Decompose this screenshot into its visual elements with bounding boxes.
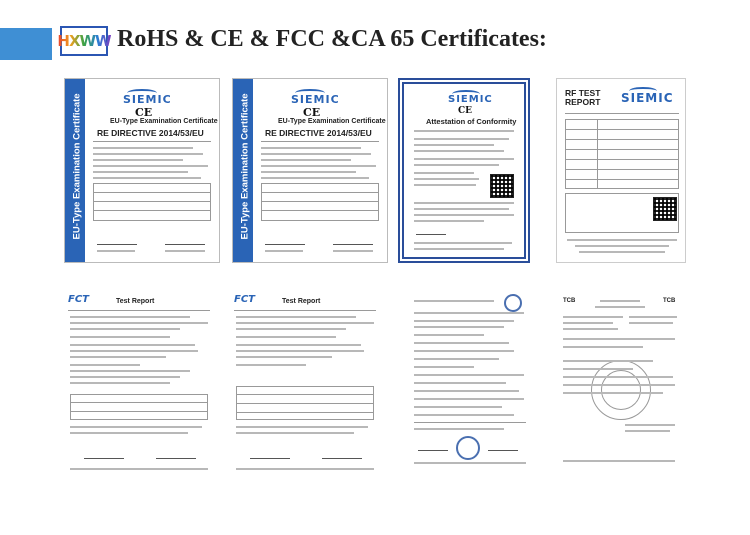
text-line [625, 424, 675, 426]
table-rule [565, 179, 679, 180]
rule [93, 141, 211, 142]
signature-line [265, 244, 305, 245]
text-line [414, 158, 514, 160]
side-banner-text: EU-Type Examination Certificate [71, 93, 83, 240]
rule [261, 141, 379, 142]
text-line [70, 344, 195, 346]
signature-line [84, 458, 124, 459]
text-line [414, 428, 504, 430]
table-rule [93, 210, 211, 211]
text-line [236, 356, 332, 358]
certificate-technical-report[interactable] [408, 290, 532, 475]
rule [414, 422, 526, 423]
siemic-logo: SIEMIC [448, 94, 493, 105]
text-line [333, 250, 373, 252]
text-line [414, 184, 476, 186]
text-line [579, 251, 665, 253]
text-line [70, 336, 170, 338]
text-line [414, 342, 509, 344]
text-line [563, 338, 675, 340]
text-line [629, 322, 673, 324]
doc-title: Attestation of Conformity [426, 117, 517, 126]
text-line [414, 130, 514, 132]
text-line [70, 328, 180, 330]
text-line [236, 426, 368, 428]
doc-title-line1: RF TEST [565, 88, 601, 98]
siemic-logo: SIEMIC [621, 91, 674, 105]
text-line [414, 172, 474, 174]
side-banner [233, 79, 253, 262]
text-line [70, 350, 198, 352]
text-line [236, 364, 306, 366]
text-line [97, 250, 135, 252]
table-rule [93, 192, 211, 193]
text-line [236, 344, 361, 346]
text-line [414, 164, 499, 166]
text-line [165, 250, 205, 252]
doc-title: EU-Type Examination Certificate [278, 118, 386, 125]
table-rule [236, 412, 374, 413]
text-line [236, 322, 374, 324]
text-line [414, 220, 484, 222]
text-line [414, 406, 502, 408]
text-line [414, 374, 524, 376]
text-line [93, 147, 193, 149]
text-line [414, 414, 514, 416]
doc-title: EU-Type Examination Certificate [110, 118, 218, 125]
text-line [261, 159, 351, 161]
text-line [236, 328, 346, 330]
side-banner [65, 79, 85, 262]
text-line [70, 316, 190, 318]
table-rule [565, 159, 679, 160]
text-line [236, 336, 336, 338]
text-line [563, 316, 623, 318]
text-line [414, 202, 514, 204]
signature-line [97, 244, 137, 245]
text-line [414, 334, 484, 336]
official-seal [456, 436, 480, 460]
text-line [236, 432, 354, 434]
page-title: RoHS & CE & FCC &CA 65 Certificates: [117, 26, 547, 52]
text-line [70, 432, 188, 434]
table-column-rule [597, 119, 598, 189]
qr-code [490, 174, 514, 198]
results-table [261, 183, 379, 221]
signature-line [250, 458, 290, 459]
text-line [261, 177, 369, 179]
text-line [414, 144, 494, 146]
text-line [70, 426, 202, 428]
text-line [70, 322, 208, 324]
text-line [236, 316, 356, 318]
text-line [261, 165, 376, 167]
text-line [414, 398, 524, 400]
ce-mark: CE [135, 106, 153, 119]
text-line [70, 376, 180, 378]
text-line [70, 468, 208, 470]
text-line [261, 171, 356, 173]
text-line [70, 370, 190, 372]
tcb-right-label: TCB [663, 298, 676, 304]
text-line [236, 468, 374, 470]
text-line [236, 350, 364, 352]
certificate-attestation[interactable] [398, 78, 530, 263]
table-rule [565, 129, 679, 130]
text-line [261, 147, 361, 149]
table-rule [565, 149, 679, 150]
text-line [563, 376, 673, 378]
signature-line [156, 458, 196, 459]
table-rule [93, 201, 211, 202]
text-line [563, 346, 643, 348]
text-line [261, 153, 371, 155]
results-table [93, 183, 211, 221]
table-rule [261, 210, 379, 211]
accreditation-badge [504, 294, 522, 312]
text-line [563, 384, 675, 386]
siemic-logo: SIEMIC [291, 93, 340, 106]
signature-line [333, 244, 373, 245]
table-rule [236, 403, 374, 404]
certificate-tcb[interactable] [555, 290, 685, 475]
table-rule [565, 169, 679, 170]
directive: RE DIRECTIVE 2014/53/EU [265, 128, 372, 138]
text-line [414, 366, 474, 368]
signature-line [165, 244, 205, 245]
text-line [70, 382, 170, 384]
text-line [70, 356, 166, 358]
text-line [414, 138, 509, 140]
logo-text: HXWW [57, 32, 111, 50]
text-line [414, 382, 506, 384]
text-line [595, 306, 645, 308]
text-line [414, 208, 509, 210]
text-line [414, 242, 512, 244]
text-line [70, 364, 140, 366]
table-rule [70, 411, 208, 412]
text-line [625, 430, 670, 432]
side-banner-text: EU-Type Examination Certificate [239, 93, 251, 240]
table-rule [236, 394, 374, 395]
rule [68, 310, 210, 311]
fct-logo: FCT [234, 294, 255, 305]
results-table [70, 394, 208, 420]
certificate-eu-exam-1[interactable] [64, 78, 220, 263]
text-line [93, 171, 188, 173]
directive: RE DIRECTIVE 2014/53/EU [97, 128, 204, 138]
text-line [414, 320, 514, 322]
rule [565, 113, 679, 114]
certificate-rf-test-report[interactable] [556, 78, 686, 263]
table-rule [70, 402, 208, 403]
ce-mark: CE [458, 106, 473, 116]
table-rule [565, 139, 679, 140]
text-line [265, 250, 303, 252]
qr-code [653, 197, 677, 221]
fct-logo: FCT [68, 294, 89, 305]
certificate-fct-report-1[interactable] [64, 290, 214, 475]
text-line [414, 312, 524, 314]
table-rule [261, 201, 379, 202]
siemic-logo: SIEMIC [123, 93, 172, 106]
text-line [93, 153, 203, 155]
text-line [414, 178, 479, 180]
text-line [600, 300, 640, 302]
signature-line [418, 450, 448, 451]
text-line [563, 328, 618, 330]
tcb-left-label: TCB [563, 298, 576, 304]
text-line [414, 390, 519, 392]
text-line [414, 300, 494, 302]
doc-title-line2: REPORT [565, 97, 601, 107]
signature-line [416, 234, 446, 235]
certificate-eu-exam-2[interactable] [232, 78, 388, 263]
text-line [567, 239, 677, 241]
text-line [563, 368, 633, 370]
doc-title: Test Report [282, 298, 321, 305]
text-line [93, 177, 201, 179]
signature-line [488, 450, 518, 451]
text-line [414, 214, 514, 216]
text-line [93, 159, 183, 161]
text-line [575, 245, 669, 247]
text-line [93, 165, 208, 167]
certificate-fct-report-2[interactable] [230, 290, 380, 475]
text-line [414, 358, 499, 360]
text-line [563, 322, 613, 324]
text-line [414, 248, 504, 250]
text-line [414, 150, 504, 152]
header-accent-bar [0, 28, 52, 60]
ce-mark: CE [303, 106, 321, 119]
text-line [629, 316, 677, 318]
text-line [414, 350, 514, 352]
table-rule [261, 192, 379, 193]
signature-line [322, 458, 362, 459]
text-line [563, 360, 653, 362]
rule [234, 310, 376, 311]
text-line [563, 392, 663, 394]
doc-title: Test Report [116, 298, 155, 305]
text-line [414, 326, 504, 328]
text-line [414, 462, 526, 464]
company-logo [57, 26, 111, 56]
text-line [563, 460, 675, 462]
